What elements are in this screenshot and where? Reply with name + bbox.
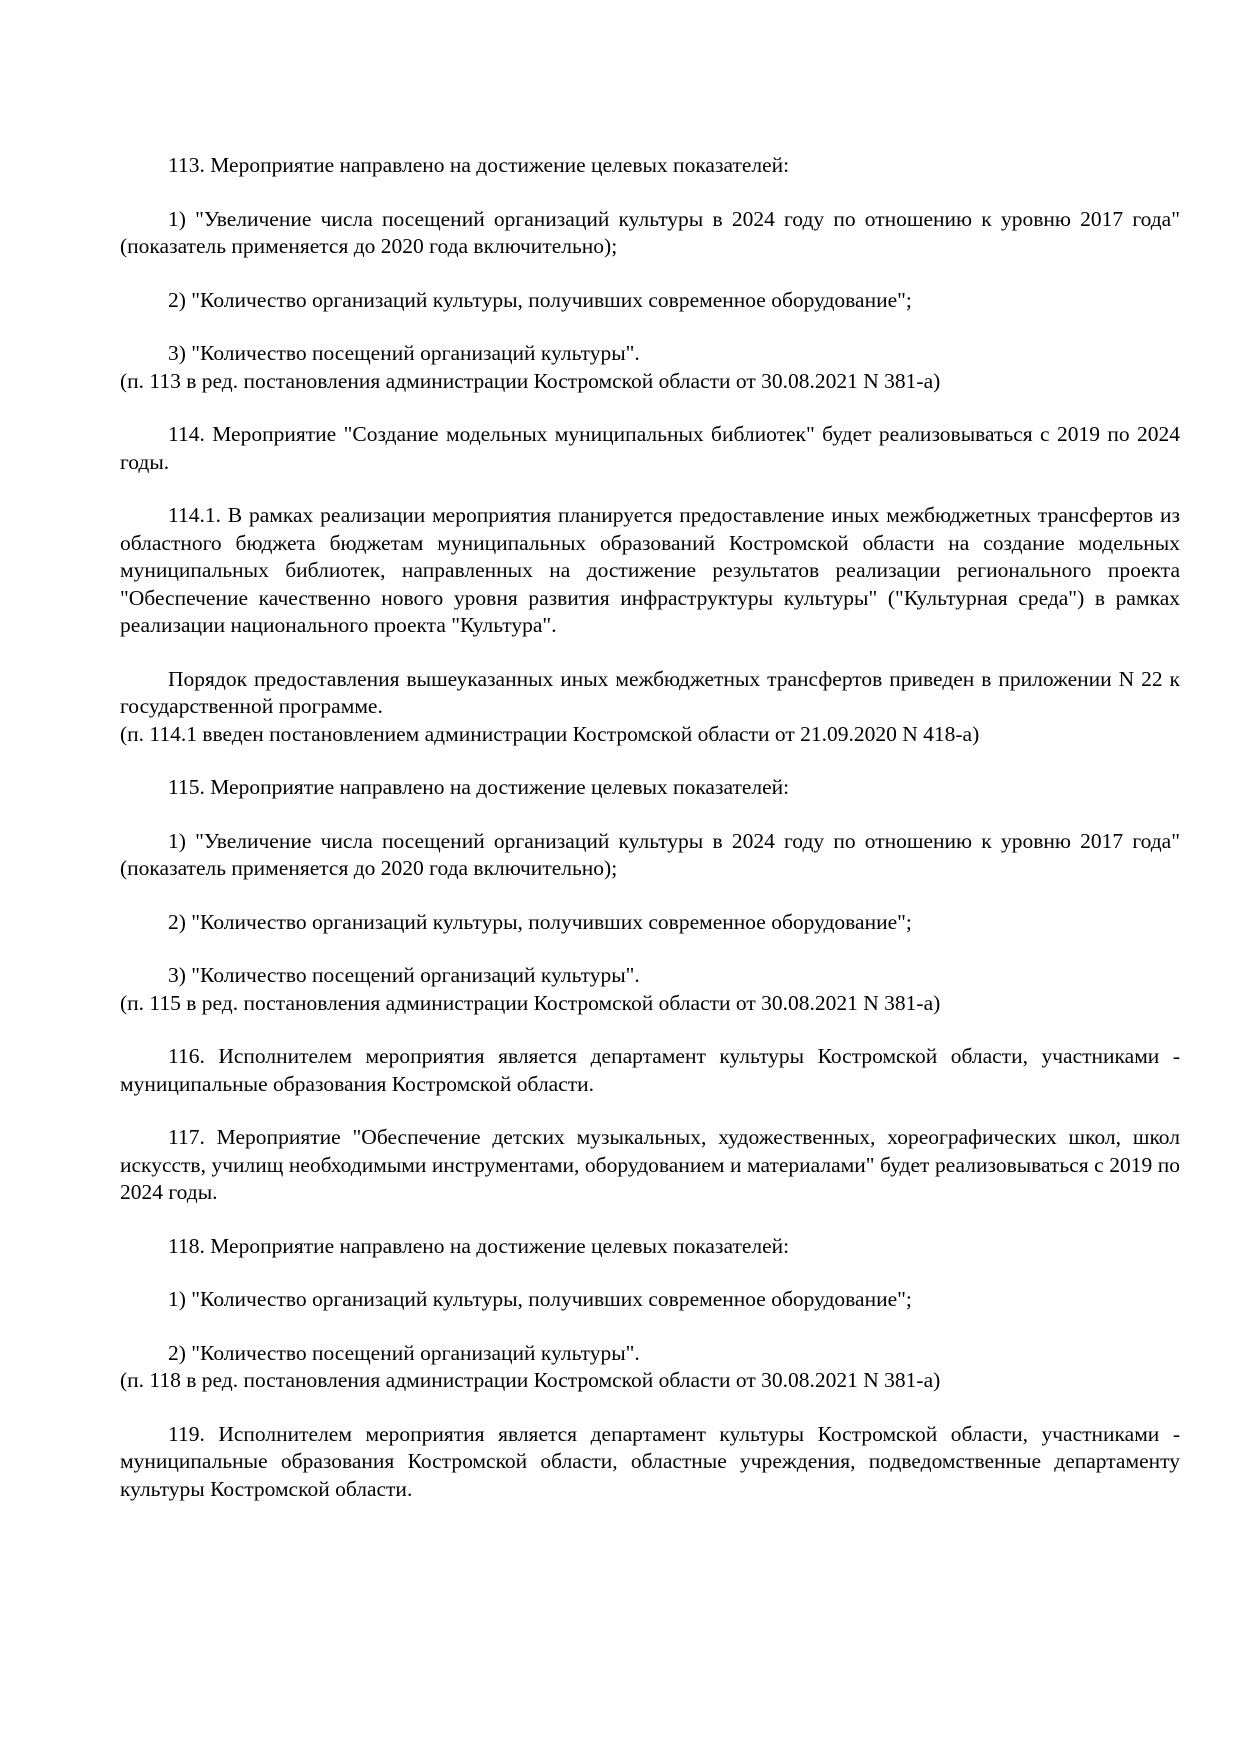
list-item: 3) "Количество посещений организаций культуры".	[168, 341, 640, 365]
list-item: 2) "Количество посещений организаций культуры".	[168, 1340, 640, 1365]
list-item: 1) "Количество организаций культуры, получивших современное оборудование";	[168, 1287, 912, 1311]
list-item: 1) "Увеличение числа посещений организаций культуры в 2024 году по отношению к уровню 2017 года" (показатель применяется до 2020 года включительно);	[120, 206, 1180, 258]
paragraph-116: 116. Исполнителем мероприятия является департамент культуры Костромской области, участниками - муниципальные образования Костромской области.	[120, 1044, 1180, 1096]
paragraph-118: 118. Мероприятие направлено на достижение целевых показателей:	[168, 1233, 790, 1258]
list-item: 2) "Количество организаций культуры, получивших современное оборудование";	[168, 909, 912, 934]
amendment-note: (п. 113 в ред. постановления администрации Костромской области от 30.08.2021 N 381-а)	[120, 368, 941, 393]
list-item: 1) "Увеличение числа посещений организаций культуры в 2024 году по отношению к уровню 2017 года" (показатель применяется до 2020 года включительно);	[120, 828, 1180, 880]
paragraph-119: 119. Исполнителем мероприятия является департамент культуры Костромской области, участниками - муниципальные образования Костромской области, областные учреждения, подведомственные департаменту культуры Костромской области.	[120, 1421, 1180, 1501]
paragraph-117: 117. Мероприятие "Обеспечение детских музыкальных, художественных, хореографических школ, школ искусств, училищ необходимыми инструментами, оборудованием и материалами" будет реализовываться с 2019 по 2024 годы.	[120, 1125, 1180, 1204]
document-page	[120, 152, 1180, 1503]
list-item: 2) "Количество организаций культуры, получивших современное оборудование";	[168, 287, 912, 312]
list-item: 3) "Количество посещений организаций культуры".	[168, 963, 640, 987]
amendment-note: (п. 115 в ред. постановления администрации Костромской области от 30.08.2021 N 381-а)	[120, 990, 941, 1015]
paragraph-113: 113. Мероприятие направлено на достижение целевых показателей:	[168, 153, 790, 177]
paragraph-115: 115. Мероприятие направлено на достижение целевых показателей:	[168, 775, 790, 799]
amendment-note: (п. 118 в ред. постановления администрации Костромской области от 30.08.2021 N 381-а)	[120, 1368, 941, 1392]
paragraph-114: 114. Мероприятие "Создание модельных муниципальных библиотек" будет реализовываться с 2019 по 2024 годы.	[120, 422, 1180, 474]
paragraph-114-1: 114.1. В рамках реализации мероприятия планируется предоставление иных межбюджетных трансфертов из областного бюджета бюджетам муниципальных образований Костромской области на создание модельных муниципальных библиотек, направленных на достижение результатов реализации регионального проекта "Обеспечение качественно нового уровня развития инфраструктуры культуры" ("Культурная среда") в рамках реализации национального проекта "Культура".	[120, 503, 1180, 637]
paragraph-procedure: Порядок предоставления вышеуказанных иных межбюджетных трансфертов приведен в приложении N 22 к государственной программе.	[120, 666, 1180, 718]
amendment-note: (п. 114.1 введен постановлением администрации Костромской области от 21.09.2020 N 418-а)	[120, 721, 980, 746]
